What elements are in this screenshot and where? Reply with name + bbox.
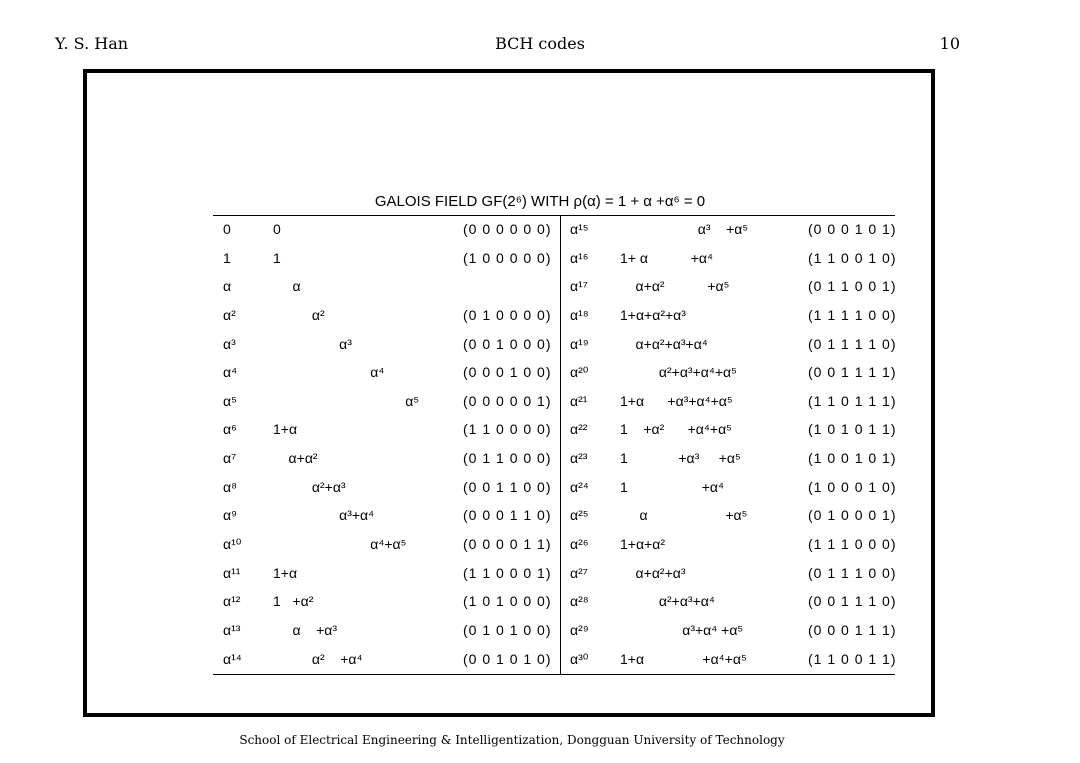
right-polynomial-cell: α+α²+α³+α⁴ [620,335,708,352]
left-vector-cell: (0 1 0 0 0 0) [463,306,552,323]
right-power-cell: α²⁷ [570,564,588,581]
right-polynomial-cell: α +α⁵ [620,507,748,524]
left-vector-cell: (0 0 0 0 0 0) [463,221,552,237]
slide-frame [83,69,935,717]
left-polynomial-cell: α³+α⁴ [273,507,375,524]
table-title: GALOIS FIELD GF(2⁶) WITH ρ(α) = 1 + α +α⁶ = 0 [374,193,706,210]
table-row [213,474,895,503]
left-polynomial-cell: α⁵ [273,392,420,409]
table-row [213,617,895,646]
left-power-cell: α⁹ [223,507,238,524]
left-vector-cell: (1 1 0 0 0 1) [463,564,552,581]
right-power-cell: α²¹ [570,392,588,409]
right-polynomial-cell: 1 +α² +α⁴+α⁵ [620,421,732,438]
table-row [213,416,895,445]
right-power-cell: α²⁸ [570,593,589,610]
table-row [213,302,895,331]
left-power-cell: α¹⁰ [223,536,242,553]
left-vector-cell: (0 0 0 1 0 0) [463,364,552,381]
left-polynomial-cell: 1+α [273,421,298,438]
page-number: 10 [939,34,960,53]
right-power-cell: α¹⁹ [570,335,589,352]
left-power-cell: 1 [223,249,231,266]
galois-field-table [213,215,895,675]
left-power-cell: α¹⁴ [223,650,242,667]
left-power-cell: α¹² [223,593,241,610]
right-power-cell: α³⁰ [570,650,589,667]
right-polynomial-cell: α²+α³+α⁴+α⁵ [620,364,737,381]
right-power-cell: α²⁶ [570,536,589,553]
right-polynomial-cell: 1+α +α³+α⁴+α⁵ [620,392,733,409]
right-polynomial-cell: 1+α +α⁴+α⁵ [620,650,747,667]
left-vector-cell: (0 1 1 0 0 0) [463,450,552,467]
right-polynomial-cell: α³+α⁴ +α⁵ [620,621,744,638]
left-vector-cell: (1 1 0 0 0 0) [463,421,552,438]
left-power-cell: α¹¹ [223,564,241,581]
left-vector-cell: (0 0 0 1 1 0) [463,507,552,524]
table-row [213,388,895,417]
right-polynomial-cell: 1 +α³ +α⁵ [620,450,741,467]
right-power-cell: α¹⁵ [570,221,589,237]
left-polynomial-cell: α² [273,306,325,323]
table-row [213,588,895,617]
right-power-cell: α²⁰ [570,364,589,381]
table-row [213,331,895,360]
left-polynomial-cell: α [273,278,301,295]
left-vector-cell: (1 0 0 0 0 0) [463,249,552,266]
table-row [213,646,895,675]
right-polynomial-cell: α+α² +α⁵ [620,278,730,295]
right-vector-cell: (0 1 1 1 0 0) [808,564,897,581]
left-vector-cell: (0 0 0 0 1 1) [463,536,552,553]
footer: School of Electrical Engineering & Intelligentization, Dongguan University of Technology [239,733,785,747]
left-polynomial-cell: 1+α [273,564,298,581]
right-polynomial-cell: 1+α+α² [620,536,665,553]
left-vector-cell: (0 0 0 0 0 1) [463,392,552,409]
table-row [213,245,895,274]
right-vector-cell: (1 1 0 0 1 1) [808,650,897,667]
left-polynomial-cell: α⁴ [273,364,385,381]
header-author: Y. S. Han [55,34,129,53]
left-polynomial-cell: α⁴+α⁵ [273,536,407,553]
right-polynomial-cell: 1 +α⁴ [620,478,724,495]
left-vector-cell: (0 0 1 1 0 0) [463,478,552,495]
left-power-cell: α⁸ [223,478,237,495]
right-vector-cell: (0 1 1 0 0 1) [808,278,897,295]
right-vector-cell: (1 1 0 1 1 1) [808,392,897,409]
right-vector-cell: (1 0 0 1 0 1) [808,450,897,467]
left-polynomial-cell: α³ [273,335,352,352]
right-polynomial-cell: 1+α+α²+α³ [620,306,686,323]
right-power-cell: α²² [570,421,588,438]
left-polynomial-cell: α+α² [273,450,318,467]
left-power-cell: α [223,278,232,295]
left-vector-cell: (0 1 0 1 0 0) [463,621,552,638]
left-vector-cell: (0 0 1 0 1 0) [463,650,552,667]
right-vector-cell: (0 1 0 0 0 1) [808,507,897,524]
right-vector-cell: (0 0 0 1 0 1) [808,221,897,237]
table-row [213,445,895,474]
left-power-cell: α⁶ [223,421,237,438]
left-power-cell: α⁷ [223,450,237,467]
left-power-cell: α⁴ [223,364,238,381]
table-row [213,560,895,589]
left-power-cell: α³ [223,335,236,352]
left-polynomial-cell: 1 +α² [273,593,314,610]
left-power-cell: α⁵ [223,392,237,409]
table-row [213,359,895,388]
right-vector-cell: (1 1 1 0 0 0) [808,536,897,553]
table-row [213,502,895,531]
right-power-cell: α²⁵ [570,507,589,524]
right-power-cell: α¹⁷ [570,278,588,295]
right-power-cell: α²⁴ [570,478,589,495]
right-vector-cell: (1 1 1 1 0 0) [808,306,897,323]
left-polynomial-cell: α +α³ [273,621,338,638]
left-polynomial-cell: α² +α⁴ [273,650,363,667]
header-title: BCH codes [495,34,585,53]
right-vector-cell: (0 0 0 1 1 1) [808,621,897,638]
left-polynomial-cell: 1 [273,249,281,266]
left-polynomial-cell: 0 [273,221,281,237]
right-power-cell: α¹⁸ [570,306,589,323]
left-polynomial-cell: α²+α³ [273,478,346,495]
left-power-cell: α¹³ [223,621,241,638]
right-vector-cell: (1 1 0 0 1 0) [808,249,897,266]
right-vector-cell: (0 0 1 1 1 0) [808,593,897,610]
right-vector-cell: (0 1 1 1 1 0) [808,335,897,352]
right-polynomial-cell: α+α²+α³ [620,564,686,581]
right-vector-cell: (1 0 1 0 1 1) [808,421,897,438]
right-polynomial-cell: 1+ α +α⁴ [620,249,714,266]
right-polynomial-cell: α²+α³+α⁴ [620,593,715,610]
right-polynomial-cell: α³ +α⁵ [620,221,749,237]
right-vector-cell: (0 0 1 1 1 1) [808,364,897,381]
left-power-cell: α² [223,306,236,323]
right-vector-cell: (1 0 0 0 1 0) [808,478,897,495]
table-row [213,531,895,560]
table-row [213,273,895,302]
table-row [213,216,895,245]
left-power-cell: 0 [223,221,231,237]
left-vector-cell: (1 0 1 0 0 0) [463,593,552,610]
right-power-cell: α²³ [570,450,588,467]
left-vector-cell: (0 0 1 0 0 0) [463,335,552,352]
right-power-cell: α²⁹ [570,621,589,638]
right-power-cell: α¹⁶ [570,249,589,266]
